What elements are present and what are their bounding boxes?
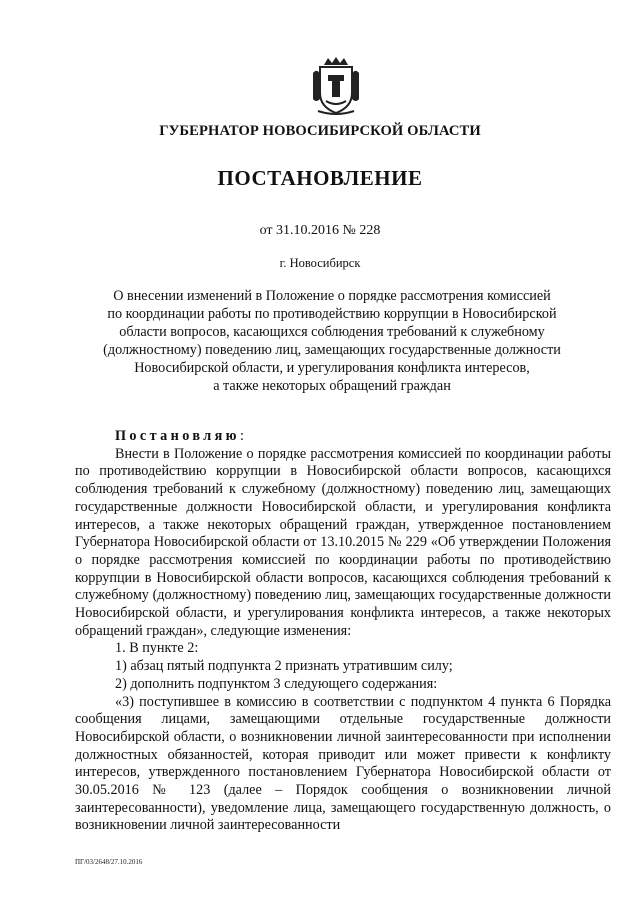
body-paragraph: 1. В пункте 2: — [115, 640, 199, 657]
issue-city: г. Новосибирск — [279, 256, 361, 270]
subject-line: Новосибирской области, и урегулирования конфликта интересов, — [134, 360, 530, 376]
subject-line: по координации работы по противодействию коррупции в Новосибирской — [107, 306, 557, 322]
subject-line: области вопросов, касающихся соблюдения требований к служебному — [119, 324, 545, 340]
document-date-number: от 31.10.2016 № 228 — [259, 223, 381, 238]
subject-line: О внесении изменений в Положение о порядке рассмотрения комиссией — [113, 288, 551, 304]
decree-heading — [75, 428, 611, 446]
body-paragraph: «3) поступившее в комиссию в соответствии с подпунктом 4 пункта 6 Порядка сообщения лицами, замещающими отдельные государственные должности Новосибирской области, о возникновении личной заинтересованности при исполнении должностных обязанностей, которая приводит или может привести к конфликту интересов, утвержденного постановлением Губернатора Новосибирской области от 30.05.2016 № 123 (далее – Порядок сообщения о возникновении личной заинтересованности), уведомление лица, замещающего государственную должность, о возникновении личной заинтересованности — [75, 693, 611, 834]
document-subject — [95, 287, 569, 395]
document-body — [75, 428, 611, 835]
coat-of-arms-emblem — [310, 55, 362, 117]
issuing-authority: ГУБЕРНАТОР НОВОСИБИРСКОЙ ОБЛАСТИ — [159, 123, 481, 139]
subject-line: (должностному) поведению лиц, замещающих государственные должности — [103, 342, 561, 358]
decree-word: Постановляю — [115, 428, 240, 444]
decree-colon: : — [239, 428, 244, 444]
subject-line: а также некоторых обращений граждан — [213, 378, 451, 394]
body-paragraph: 1) абзац пятый подпункта 2 признать утратившим силу; — [115, 658, 453, 675]
document-footer-code: ПГ/03/2648/27.10.2016 — [75, 858, 143, 866]
body-paragraph: 2) дополнить подпунктом 3 следующего содержания: — [115, 675, 438, 692]
document-type-title: ПОСТАНОВЛЕНИЕ — [217, 166, 423, 190]
body-paragraph: Внести в Положение о порядке рассмотрения комиссией по координации работы по противодействию коррупции в Новосибирской области вопросов, касающихся соблюдения требований к служебному (должностному) поведению лиц, замещающих государственные должности Новосибирской области, и урегулирования конфликта интересов, а также некоторых обращений граждан, утвержденное постановлением Губернатора Новосибирской области от 13.10.2015 № 229 «Об утверждении Положения о порядке рассмотрения комиссией по координации работы по противодействию коррупции в Новосибирской области вопросов, касающихся соблюдения требований к служебному (должностному) поведению лиц, замещающих государственные должности Новосибирской области, и урегулирования конфликта интересов, а также некоторых обращений граждан», следующие изменения: — [75, 445, 611, 639]
